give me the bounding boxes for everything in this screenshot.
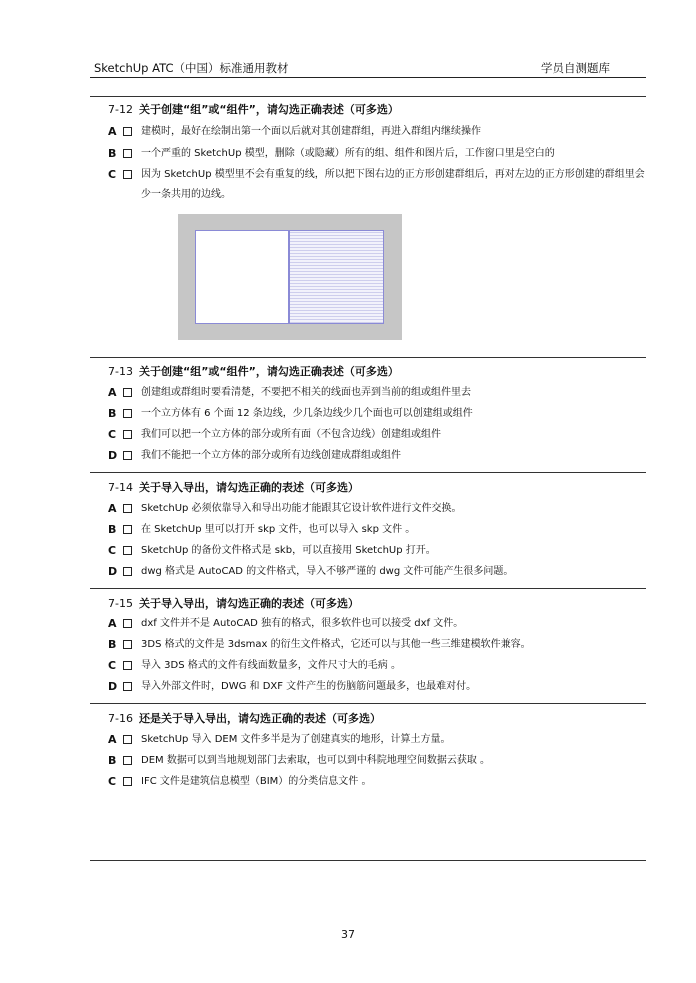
question-title — [108, 712, 381, 726]
option-checkbox[interactable] — [123, 546, 132, 555]
question-title — [108, 597, 359, 611]
option-letter: B — [108, 147, 117, 160]
question-text: 还是关于导入导出，请勾选正确的表述（可多选） — [138, 712, 381, 725]
option-letter: B — [108, 754, 117, 767]
option-letter: A — [108, 125, 117, 138]
option-text: IFC 文件是建筑信息模型（BIM）的分类信息文件 。 — [141, 776, 372, 787]
option-checkbox[interactable] — [123, 682, 132, 691]
option-text: 我们可以把一个立方体的部分或所有面（不包含边线）创建组或组件 — [141, 429, 441, 440]
option-text: SketchUp 的备份文件格式是 skb，可以直接用 SketchUp 打开。 — [141, 545, 436, 556]
option-letter: A — [108, 733, 117, 746]
option-checkbox[interactable] — [123, 777, 132, 786]
divider — [90, 472, 646, 473]
option-text: 导入外部文件时，DWG 和 DXF 文件产生的伤脑筋问题最多，也最难对付。 — [141, 681, 477, 692]
option-checkbox[interactable] — [123, 504, 132, 513]
option-checkbox[interactable] — [123, 127, 132, 136]
header-rule — [90, 77, 646, 78]
option-letter: C — [108, 428, 117, 441]
question-number: 7-16 — [108, 712, 133, 725]
option-text: 在 SketchUp 里可以打开 skp 文件，也可以导入 skp 文件 。 — [141, 524, 416, 535]
question-number: 7-15 — [108, 597, 133, 610]
option-checkbox[interactable] — [123, 567, 132, 576]
option-text: dxf 文件并不是 AutoCAD 独有的格式，很多软件也可以接受 dxf 文件。 — [141, 618, 464, 629]
option-checkbox[interactable] — [123, 756, 132, 765]
question-number: 7-14 — [108, 481, 133, 494]
option-text: 创建组或群组时要看清楚，不要把不相关的线面也弄到当前的组或组件里去 — [141, 387, 471, 398]
question-title — [108, 365, 399, 379]
question-text: 关于创建“组”或“组件”，请勾选正确表述（可多选） — [138, 103, 399, 116]
option-letter: A — [108, 502, 117, 515]
option-checkbox[interactable] — [123, 149, 132, 158]
question-number: 7-13 — [108, 365, 133, 378]
left-square — [195, 230, 289, 324]
option-letter: B — [108, 638, 117, 651]
divider — [90, 860, 646, 861]
question-title — [108, 481, 359, 495]
divider — [90, 96, 646, 97]
option-checkbox[interactable] — [123, 430, 132, 439]
question-text: 关于导入导出，请勾选正确的表述（可多选） — [138, 481, 359, 494]
option-letter: C — [108, 544, 117, 557]
question-text: 关于导入导出，请勾选正确的表述（可多选） — [138, 597, 359, 610]
option-letter: C — [108, 168, 117, 181]
option-checkbox[interactable] — [123, 619, 132, 628]
right-square-grouped — [289, 230, 384, 324]
page-header — [92, 60, 640, 76]
option-letter: B — [108, 407, 117, 420]
option-text: SketchUp 必须依靠导入和导出功能才能跟其它设计软件进行文件交换。 — [141, 503, 462, 514]
option-letter: C — [108, 775, 117, 788]
option-text: SketchUp 导入 DEM 文件多半是为了创建真实的地形，计算土方量。 — [141, 734, 451, 745]
option-text: DEM 数据可以到当地规划部门去索取，也可以到中科院地理空间数据云获取 。 — [141, 755, 491, 766]
option-text: 建模时，最好在绘制出第一个面以后就对其创建群组，再进入群组内继续操作 — [141, 126, 481, 137]
option-text: dwg 格式是 AutoCAD 的文件格式，导入不够严谨的 dwg 文件可能产生很多问题。 — [141, 566, 514, 577]
option-checkbox[interactable] — [123, 451, 132, 460]
option-letter: B — [108, 523, 117, 536]
page-number: 37 — [341, 928, 355, 941]
option-checkbox[interactable] — [123, 388, 132, 397]
divider — [90, 357, 646, 358]
option-checkbox[interactable] — [123, 640, 132, 649]
divider — [90, 703, 646, 704]
question-number: 7-12 — [108, 103, 133, 116]
option-checkbox[interactable] — [123, 409, 132, 418]
option-letter: A — [108, 386, 117, 399]
option-letter: A — [108, 617, 117, 630]
option-text: 一个立方体有 6 个面 12 条边线，少几条边线少几个面也可以创建组或组件 — [141, 408, 473, 419]
option-checkbox[interactable] — [123, 735, 132, 744]
option-text: 我们不能把一个立方体的部分或所有边线创建成群组或组件 — [141, 450, 401, 461]
question-text: 关于创建“组”或“组件”，请勾选正确表述（可多选） — [138, 365, 399, 378]
header-book-title: SketchUp ATC（中国）标准通用教材 — [94, 61, 289, 75]
option-checkbox[interactable] — [123, 525, 132, 534]
divider — [90, 588, 646, 589]
option-letter: D — [108, 449, 118, 462]
option-text: 导入 3DS 格式的文件有线面数量多，文件尺寸大的毛病 。 — [141, 660, 401, 671]
option-checkbox[interactable] — [123, 661, 132, 670]
option-letter: D — [108, 680, 118, 693]
option-text: 一个严重的 SketchUp 模型，删除（或隐藏）所有的组、组件和图片后，工作窗口里是空白的 — [141, 148, 555, 159]
question-title — [108, 103, 399, 117]
option-text: 3DS 格式的文件是 3dsmax 的衍生文件格式，它还可以与其他一些三维建模软件兼容。 — [141, 639, 531, 650]
option-checkbox[interactable] — [123, 170, 132, 179]
option-letter: C — [108, 659, 117, 672]
two-squares-figure — [178, 214, 402, 340]
header-section-title: 学员自测题库 — [541, 61, 610, 75]
option-text: 因为 SketchUp 模型里不会有重复的线，所以把下图右边的正方形创建群组后，再对左边的正方形创建的群组里会少一条共用的边线。 — [141, 169, 645, 200]
option-letter: D — [108, 565, 118, 578]
